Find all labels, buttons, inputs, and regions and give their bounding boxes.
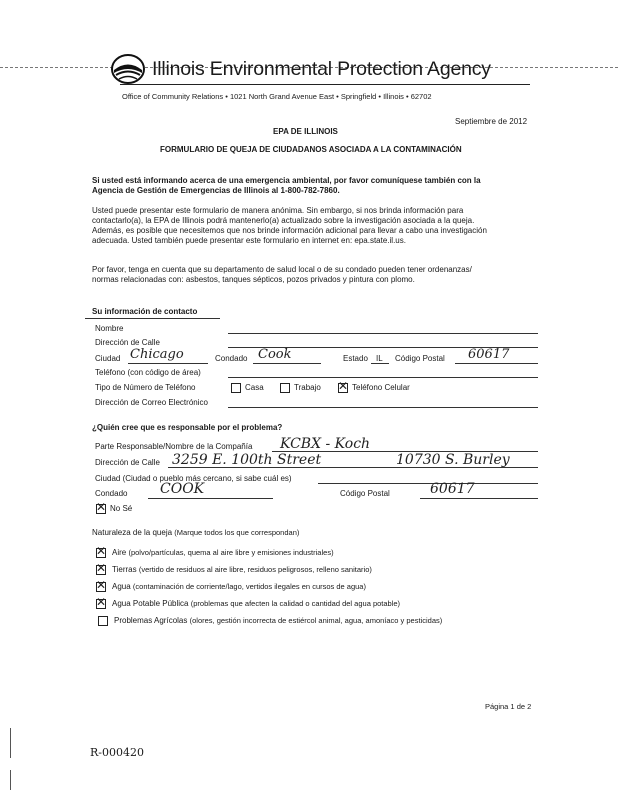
nature-drinking-water-label: Agua Potable Pública (112, 599, 189, 608)
intro-anonymous-line4: adecuada. Usted también puede presentar este formulario en internet en: epa.state.il.us. (92, 236, 406, 245)
scan-edge-mark (10, 728, 11, 758)
nature-air-desc: (polvo/partículas, quema al aire libre y emisiones industriales) (128, 548, 334, 557)
responsible-heading: ¿Quién cree que es responsable por el problema? (92, 423, 283, 432)
agency-address: Office of Community Relations • 1021 North Grand Avenue East • Springfield • Illinois • 62702 (122, 92, 432, 101)
intro-anonymous-line2: contactarlo(a), la EPA de Illinois podrá mantenerlo(a) actualizado sobre la investigación asociada a la queja. (92, 216, 475, 225)
contact-street-label: Dirección de Calle (95, 338, 160, 347)
intro-local-line2: normas relacionadas con: asbestos, tanques sépticos, pozos privados y pintura con plomo. (92, 275, 415, 284)
contact-name-field[interactable] (228, 333, 538, 334)
intro-anonymous-line1: Usted puede presentar este formulario de manera anónima. Sin embargo, si nos brinda información para (92, 206, 464, 215)
nature-agricultural-checkbox[interactable] (98, 616, 108, 626)
nature-water-desc: (contaminación de corriente/lago, vertidos ilegales en cursos de agua) (132, 582, 366, 591)
page-number: Página 1 de 2 (485, 702, 532, 711)
nature-air-label: Aire (112, 548, 127, 557)
contact-heading-rule (85, 318, 220, 319)
contact-phone-field[interactable] (228, 377, 538, 378)
bates-number: R-000420 (90, 746, 144, 759)
nature-drinking-water-item (112, 599, 400, 608)
nature-water-label: Agua (112, 582, 131, 591)
responsible-county-field[interactable] (148, 498, 273, 499)
nature-air-item (112, 548, 334, 557)
contact-email-label: Dirección de Correo Electrónico (95, 398, 208, 407)
contact-phone-type-label: Tipo de Número de Teléfono (95, 383, 196, 392)
nature-water-checkbox[interactable] (96, 582, 106, 592)
contact-county-value[interactable]: Cook (258, 347, 292, 362)
header-rule (120, 84, 530, 85)
nature-land-label: Tierras (112, 565, 137, 574)
contact-zip-label: Código Postal (395, 354, 445, 363)
responsible-street-value-1[interactable]: 3259 E. 100th Street (172, 452, 322, 468)
nature-agricultural-label: Problemas Agrícolas (114, 616, 188, 625)
nature-drinking-water-checkbox[interactable] (96, 599, 106, 609)
phone-type-home-checkbox[interactable] (231, 383, 241, 393)
contact-phone-label: Teléfono (con código de área) (95, 368, 201, 377)
nature-heading (92, 528, 299, 537)
contact-city-field[interactable] (128, 363, 208, 364)
responsible-street-value-2[interactable]: 10730 S. Burley (396, 452, 510, 468)
nature-air-checkbox[interactable] (96, 548, 106, 558)
contact-county-field[interactable] (253, 363, 321, 364)
contact-state-label: Estado (343, 354, 368, 363)
nature-agricultural-item (114, 616, 442, 625)
contact-heading: Su información de contacto (92, 307, 198, 316)
phone-type-cell-label: Teléfono Celular (352, 383, 410, 392)
responsible-city-label: Ciudad (Ciudad o pueblo más cercano, si sabe cuál es) (95, 474, 292, 483)
responsible-dontknow-label: No Sé (110, 504, 133, 513)
nature-heading-note: (Marque todos los que correspondan) (174, 528, 300, 537)
phone-type-work-checkbox[interactable] (280, 383, 290, 393)
responsible-county-value[interactable]: COOK (160, 481, 205, 497)
contact-county-label: Condado (215, 354, 248, 363)
phone-type-cell-checkbox[interactable] (338, 383, 348, 393)
intro-local-line1: Por favor, tenga en cuenta que su departamento de salud local o de su condado pueden tener ordenanzas/ (92, 265, 472, 274)
contact-city-label: Ciudad (95, 354, 121, 363)
form-title: FORMULARIO DE QUEJA DE CIUDADANOS ASOCIADA A LA CONTAMINACIÓN (160, 145, 462, 154)
contact-state-field[interactable] (371, 363, 389, 364)
phone-type-home-label: Casa (245, 383, 264, 392)
nature-water-item (112, 582, 366, 591)
intro-emergency-line2: Agencia de Gestión de Emergencias de Illinois al 1-800-782-7860. (92, 186, 340, 195)
responsible-company-value[interactable]: KCBX - Koch (280, 436, 371, 452)
phone-type-work-label: Trabajo (294, 383, 321, 392)
responsible-street-label: Dirección de Calle (95, 458, 160, 467)
contact-zip-value[interactable]: 60617 (468, 347, 510, 362)
nature-drinking-water-desc: (problemas que afecten la calidad o cantidad del agua potable) (190, 599, 401, 608)
responsible-zip-label: Código Postal (340, 489, 390, 498)
responsible-company-label: Parte Responsable/Nombre de la Compañía (95, 442, 253, 451)
form-title-agency: EPA DE ILLINOIS (273, 127, 338, 136)
responsible-dontknow-checkbox[interactable] (96, 504, 106, 514)
contact-zip-field[interactable] (455, 363, 538, 364)
nature-land-desc: (vertido de residuos al aire libre, residuos peligrosos, relleno sanitario) (138, 565, 372, 574)
nature-land-item (112, 565, 372, 574)
intro-anonymous-line3: Además, es posible que necesitemos que nos brinde información adicional para llevar a cabo una investigación (92, 226, 487, 235)
responsible-zip-value[interactable]: 60617 (430, 481, 475, 497)
intro-emergency-line1: Si usted está informando acerca de una emergencia ambiental, por favor comuníquese también con la (92, 176, 481, 185)
responsible-city-field[interactable] (318, 483, 538, 484)
contact-email-field[interactable] (228, 407, 538, 408)
form-date: Septiembre de 2012 (455, 117, 528, 126)
contact-name-label: Nombre (95, 324, 124, 333)
contact-state-value[interactable]: IL (376, 354, 383, 363)
agency-name: Illinois Environmental Protection Agency (152, 58, 491, 80)
scan-edge-mark (10, 770, 11, 790)
nature-heading-text: Naturaleza de la queja (92, 528, 173, 537)
nature-land-checkbox[interactable] (96, 565, 106, 575)
contact-city-value[interactable]: Chicago (130, 347, 184, 362)
responsible-zip-field[interactable] (420, 498, 538, 499)
nature-agricultural-desc: (olores, gestión incorrecta de estiércol animal, agua, amoníaco y pesticidas) (189, 616, 443, 625)
illinois-epa-logo (110, 53, 146, 85)
responsible-county-label: Condado (95, 489, 128, 498)
